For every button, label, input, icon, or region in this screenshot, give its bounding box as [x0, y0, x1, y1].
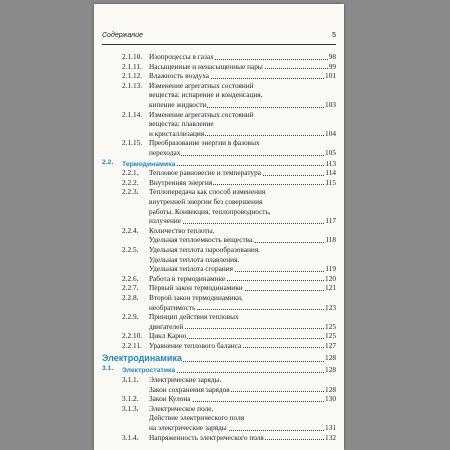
toc-entry-title: Термодинамика — [122, 160, 176, 168]
toc-entry-title: работы. Конвекция, теплопроводность, — [149, 206, 271, 216]
toc-entry-title: Электродинамика — [102, 353, 182, 364]
toc-entry-title: Количество теплоты. — [149, 225, 215, 235]
toc-entry-number: 2.2.7. — [122, 283, 139, 293]
toc-entry-title: Электрические заряды. — [149, 375, 222, 385]
toc-entry-number: 2.2.11. — [122, 340, 142, 350]
toc-section-heading[interactable] — [102, 159, 336, 169]
toc-entry-number: 2.2.2. — [122, 177, 139, 187]
toc-page-number: 121 — [325, 283, 336, 293]
toc-entry-number: 2.2.6. — [122, 273, 139, 283]
toc-entry-title: Изменение агрегатных состояний — [149, 109, 254, 119]
toc-page-number: 104 — [325, 128, 336, 138]
running-header — [102, 32, 336, 45]
toc-entry-title: Электростатика — [122, 367, 176, 375]
toc-entry-title: Удельная теплоемкость вещества. — [149, 235, 255, 245]
toc-entry[interactable] — [102, 394, 336, 404]
toc-entry[interactable] — [102, 138, 336, 157]
toc-page-number: 130 — [325, 394, 336, 404]
toc-entry-title: на электрические заряды — [149, 423, 227, 433]
toc-entry-title: вещества: плавление — [149, 119, 214, 129]
toc-entry-title: двигателей — [149, 321, 184, 331]
toc-page-number: 101 — [325, 71, 336, 81]
toc-entry[interactable] — [102, 110, 336, 139]
toc-page-number: 128 — [325, 384, 336, 394]
running-header-title: Содержание — [102, 32, 143, 39]
toc-page-number: 125 — [325, 321, 336, 331]
toc-entry[interactable] — [102, 331, 336, 341]
toc-page-number: 128 — [325, 353, 336, 363]
toc-page-number: 115 — [325, 177, 336, 187]
toc-entry-title: Влажность воздуха — [149, 71, 210, 81]
toc-entry[interactable] — [102, 274, 336, 284]
toc-part-heading[interactable] — [102, 352, 336, 364]
toc-page-number: 131 — [325, 423, 336, 433]
toc-entry-number: 3.1. — [102, 365, 114, 373]
toc-entry[interactable] — [102, 293, 336, 312]
toc-entry-number: 2.2.3. — [122, 187, 139, 197]
toc-page-number: 105 — [325, 147, 336, 157]
toc-entry-title: и кристаллизация — [149, 128, 205, 138]
toc-entry-title: Напряженность электрического поля — [149, 432, 264, 442]
toc-entry-number: 2.1.15. — [122, 138, 143, 148]
toc-entry[interactable] — [102, 71, 336, 81]
toc-entry-title: Преобразование энергии в фазовых — [149, 138, 260, 148]
toc-entry-title: Уравнение теплового баланса — [149, 340, 242, 350]
toc-entry-number: 3.1.3. — [122, 403, 139, 413]
toc-entry[interactable] — [102, 433, 336, 443]
toc-entry-title: Изменение агрегатных состояний — [149, 80, 254, 90]
toc-entry-title: Цикл Карно — [149, 331, 187, 341]
toc-page-number: 117 — [325, 216, 336, 226]
toc-entry-title: Закон Кулона — [149, 394, 191, 404]
toc-entry-title: излучение — [149, 216, 182, 226]
toc-entry-title: Действие электрического поля — [149, 413, 245, 423]
toc-entry-title: Удельная теплота плавления. — [149, 254, 240, 264]
toc-entry-number: 3.1.2. — [122, 394, 139, 404]
toc-entry-number: 2.2.9. — [122, 312, 139, 322]
toc-page-number: 128 — [325, 365, 336, 375]
toc-entry-number: 2.2. — [102, 158, 114, 166]
toc-entry-number: 2.1.14. — [122, 109, 143, 119]
toc-entry-number: 3.1.4. — [122, 432, 139, 442]
toc-entry-title: Работа в термодинамике — [149, 273, 226, 283]
toc-entry-title: Изопроцессы в газах — [149, 52, 214, 61]
toc-entry[interactable] — [102, 168, 336, 178]
toc-entry-title: Удельная теплота сгорания — [149, 264, 234, 274]
toc-entry-number: 2.1.11. — [122, 61, 142, 71]
page-number: 5 — [332, 32, 336, 39]
toc-entry-title: Удельная теплота парообразования. — [149, 244, 261, 254]
toc-entry[interactable] — [102, 312, 336, 331]
toc-entry[interactable] — [102, 341, 336, 351]
toc-entry-title: Насыщенные и ненасыщенные пары — [149, 61, 263, 71]
toc-entry-number: 2.1.10. — [122, 52, 143, 61]
toc-entry-title: Первый закон термодинамики — [149, 283, 243, 293]
toc-entry-number: 2.2.5. — [122, 244, 139, 254]
toc-entry-title: внутренней энергии без совершения — [149, 196, 263, 206]
toc-entry[interactable] — [102, 375, 336, 394]
toc-entry[interactable] — [102, 81, 336, 110]
toc-entry-number: 2.2.8. — [122, 292, 139, 302]
toc-entry[interactable] — [102, 187, 336, 225]
toc-entry-title: Тепловое равновесие и температура — [149, 168, 261, 178]
toc-entry-title: Принцип действия тепловых — [149, 312, 239, 322]
toc-page-number: 103 — [325, 99, 336, 109]
book-page — [94, 4, 344, 450]
toc-page-number: 114 — [325, 168, 336, 178]
toc-entry[interactable] — [102, 283, 336, 293]
toc-page-number: 119 — [325, 264, 336, 274]
toc-page-number: 132 — [325, 432, 336, 442]
toc-entry[interactable] — [102, 404, 336, 433]
toc-entry-number: 2.2.1. — [122, 168, 139, 178]
toc-entry-title: необратимость — [149, 302, 196, 312]
toc-entry[interactable] — [102, 62, 336, 72]
toc-page-number: 120 — [325, 273, 336, 283]
toc-section-heading[interactable] — [102, 365, 336, 375]
toc-entry[interactable] — [102, 245, 336, 274]
toc-page-number: 118 — [325, 235, 336, 245]
toc-page-number: 99 — [328, 61, 336, 71]
toc-entry-title: кипение жидкости — [149, 99, 207, 109]
toc-entry-number: 2.2.4. — [122, 225, 139, 235]
toc-entry-title: Теплопередача как способ изменения — [149, 187, 266, 197]
toc-entry-number: 2.2.10. — [122, 331, 143, 341]
toc-entry-number: 2.1.12. — [122, 71, 143, 81]
toc-page-number: 123 — [325, 302, 336, 312]
toc-page-number: 113 — [325, 158, 336, 168]
table-of-contents — [102, 52, 336, 442]
toc-page-number: 127 — [325, 340, 336, 350]
toc-entry-title: вещества: испарение и конденсация, — [149, 90, 263, 100]
toc-entry-title: Электрическое поле. — [149, 403, 214, 413]
toc-entry-title: Второй закон термодинамики, — [149, 292, 243, 302]
toc-entry[interactable] — [102, 178, 336, 188]
toc-entry-title: переходах — [149, 147, 181, 157]
toc-entry-title: Внутренняя энергия — [149, 177, 213, 187]
toc-page-number: 125 — [325, 331, 336, 341]
toc-entry[interactable] — [102, 226, 336, 245]
toc-page-number: 98 — [328, 52, 336, 61]
toc-entry[interactable] — [102, 52, 336, 62]
toc-entry-number: 3.1.1. — [122, 375, 139, 385]
toc-entry-number: 2.1.13. — [122, 80, 143, 90]
toc-entry-title: Закон сохранения зарядов — [149, 384, 230, 394]
